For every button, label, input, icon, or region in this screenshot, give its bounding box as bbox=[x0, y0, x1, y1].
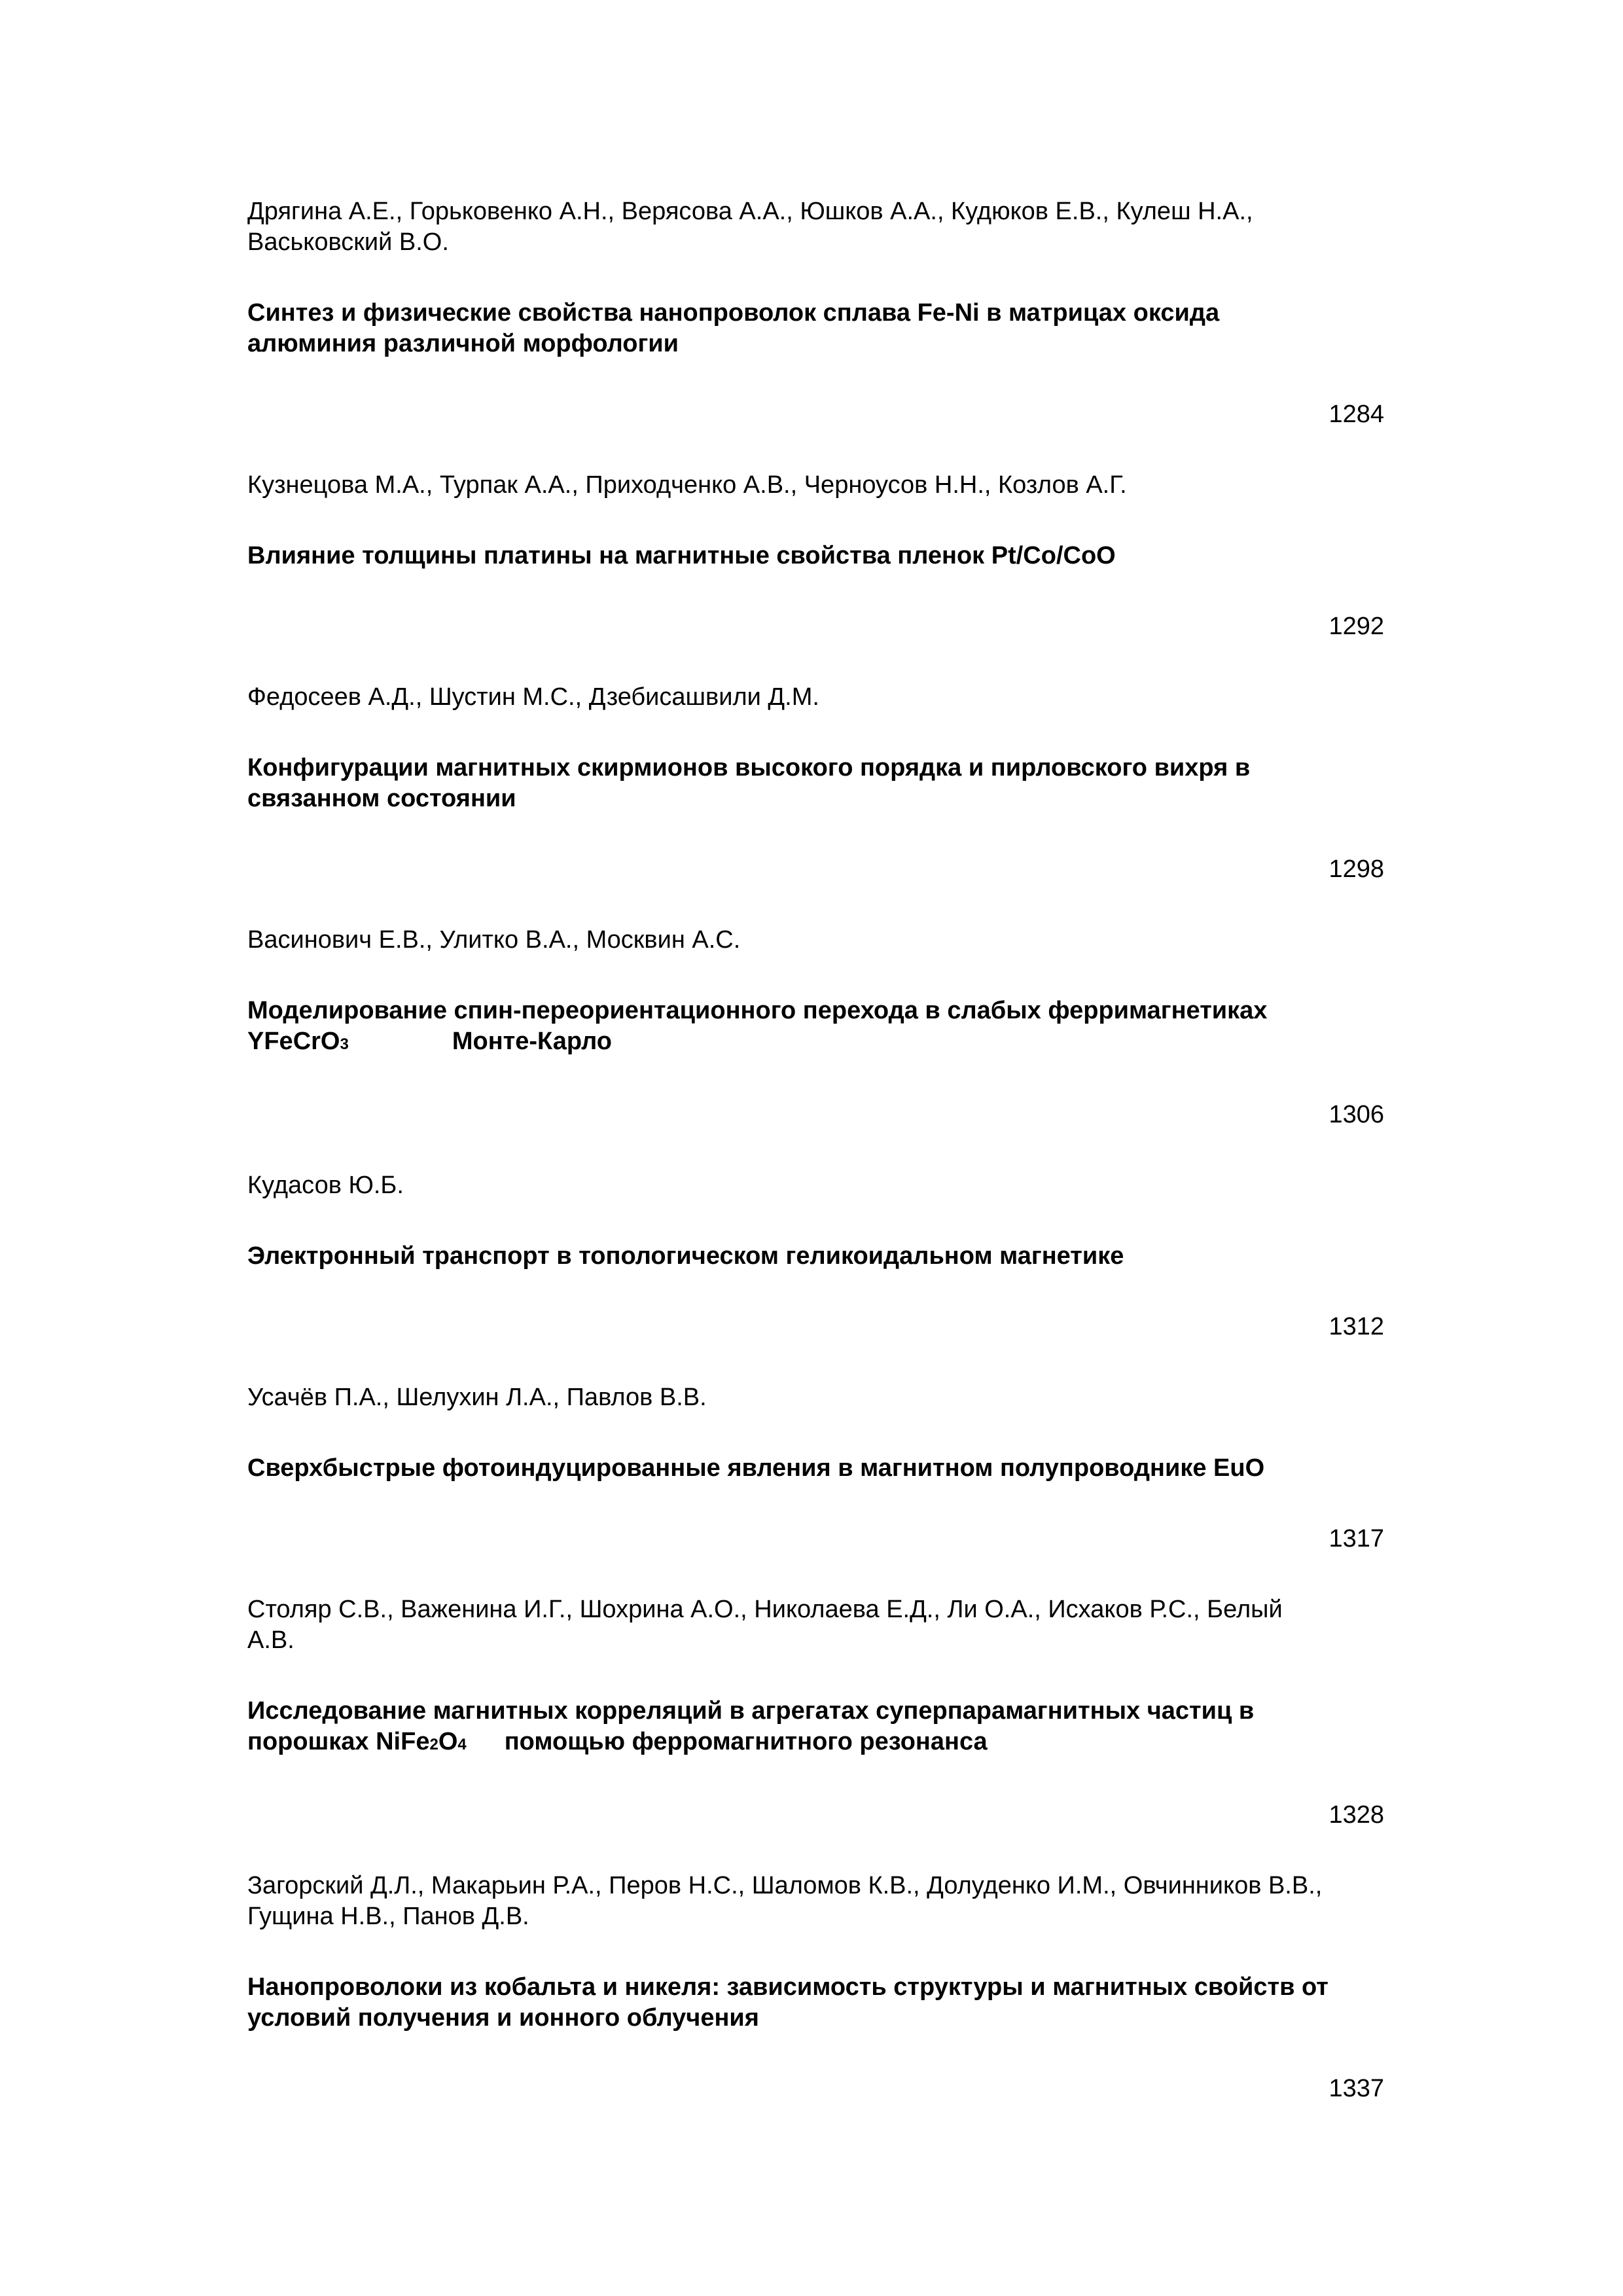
title-text: условий получения и ионного облучения bbox=[247, 2004, 759, 2032]
entry-authors bbox=[247, 1170, 1384, 1201]
subscript: 4 bbox=[457, 1736, 467, 1753]
entry-title bbox=[247, 1696, 1384, 1760]
authors-line: Усачёв П.А., Шелухин Л.А., Павлов В.В. bbox=[247, 1384, 707, 1411]
entry-title bbox=[247, 753, 1384, 814]
title-text: Синтез и физические свойства нанопроволок сплава Fe-Ni в матрицах оксида bbox=[247, 299, 1220, 327]
title-line bbox=[247, 996, 1384, 1026]
entry-title bbox=[247, 541, 1384, 571]
authors-line: Кудасов Ю.Б. bbox=[247, 1172, 404, 1199]
entry-title bbox=[247, 1972, 1384, 2034]
title-text: Электронный транспорт в топологическом геликоидальном магнетике bbox=[247, 1242, 1124, 1270]
authors-line: Васинович Е.В., Улитко В.А., Москвин А.С. bbox=[247, 926, 741, 954]
title-line bbox=[247, 1026, 1384, 1060]
toc-entry bbox=[247, 1170, 1384, 1342]
entry-title bbox=[247, 996, 1384, 1060]
authors-line: Гущина Н.В., Панов Д.В. bbox=[247, 1903, 529, 1930]
title-line bbox=[247, 753, 1384, 783]
toc-entry bbox=[247, 1871, 1384, 2104]
title-text: порошках NiFe bbox=[247, 1728, 430, 1755]
title-line bbox=[247, 783, 1384, 814]
title-line bbox=[247, 1727, 1384, 1760]
subscript: 3 bbox=[340, 1035, 349, 1053]
page-number: 1312 bbox=[1329, 1313, 1384, 1340]
page-number: 1337 bbox=[1329, 2075, 1384, 2102]
authors-line: Кузнецова М.А., Турпак А.А., Приходченко А.В., Черноусов Н.Н., Козлов А.Г. bbox=[247, 471, 1127, 499]
title-text: помощью ферромагнитного резонанса bbox=[504, 1728, 988, 1755]
page-number: 1317 bbox=[1329, 1525, 1384, 1552]
title-line bbox=[247, 1453, 1384, 1484]
entry-authors bbox=[247, 1594, 1384, 1656]
title-text: Монте-Карло bbox=[452, 1028, 612, 1055]
authors-line: Васьковский В.О. bbox=[247, 228, 449, 256]
title-text: Влияние толщины платины на магнитные свойства пленок Pt/Co/CoO bbox=[247, 542, 1116, 569]
authors-line: Федосеев А.Д., Шустин М.С., Дзебисашвили Д.М. bbox=[247, 683, 819, 711]
title-text: алюминия различной морфологии bbox=[247, 330, 679, 357]
authors-line: Загорский Д.Л., Макарьин Р.А., Перов Н.С., Шаломов К.В., Долуденко И.М., Овчинников В.В., bbox=[247, 1872, 1323, 1899]
title-line bbox=[247, 1972, 1384, 2003]
title-text: O bbox=[438, 1728, 458, 1755]
title-text: связанном состоянии bbox=[247, 785, 516, 812]
title-line bbox=[247, 1696, 1384, 1727]
title-line bbox=[247, 541, 1384, 571]
title-line bbox=[247, 298, 1384, 329]
authors-line: А.В. bbox=[247, 1626, 294, 1654]
entry-authors bbox=[247, 925, 1384, 956]
authors-line: Столяр С.В., Важенина И.Г., Шохрина А.О., Николаева Е.Д., Ли О.А., Исхаков Р.С., Белый bbox=[247, 1596, 1283, 1623]
entry-authors bbox=[247, 1871, 1384, 1932]
page-number: 1328 bbox=[1329, 1801, 1384, 1829]
subscript: 2 bbox=[429, 1736, 438, 1753]
title-line bbox=[247, 1241, 1384, 1272]
authors-line: Дрягина А.Е., Горьковенко А.Н., Верясова А.А., Юшков А.А., Кудюков Е.В., Кулеш Н.А., bbox=[247, 198, 1253, 225]
title-line bbox=[247, 2003, 1384, 2034]
entry-title bbox=[247, 1453, 1384, 1484]
entry-authors bbox=[247, 470, 1384, 501]
title-line bbox=[247, 329, 1384, 359]
title-text: Нанопроволоки из кобальта и никеля: зависимость структуры и магнитных свойств от bbox=[247, 1973, 1329, 2001]
title-text: Исследование магнитных корреляций в агрегатах суперпарамагнитных частиц в bbox=[247, 1697, 1255, 1725]
table-of-contents bbox=[247, 196, 1384, 2104]
toc-entry bbox=[247, 1382, 1384, 1554]
page-number: 1298 bbox=[1329, 855, 1384, 883]
entry-authors bbox=[247, 1382, 1384, 1413]
title-text: Моделирование спин-переориентационного перехода в слабых ферримагнетиках bbox=[247, 997, 1268, 1024]
title-text: Сверхбыстрые фотоиндуцированные явления в магнитном полупроводнике EuO bbox=[247, 1454, 1265, 1482]
toc-entry bbox=[247, 470, 1384, 642]
page-number: 1284 bbox=[1329, 401, 1384, 428]
page-number: 1306 bbox=[1329, 1101, 1384, 1128]
toc-entry bbox=[247, 1594, 1384, 1831]
entry-authors bbox=[247, 682, 1384, 713]
page-number: 1292 bbox=[1329, 613, 1384, 640]
entry-authors bbox=[247, 196, 1384, 258]
entry-title bbox=[247, 1241, 1384, 1272]
title-text: YFeCrO bbox=[247, 1028, 340, 1055]
toc-entry bbox=[247, 682, 1384, 885]
entry-title bbox=[247, 298, 1384, 359]
title-text: Конфигурации магнитных скирмионов высокого порядка и пирловского вихря в bbox=[247, 754, 1251, 781]
toc-entry bbox=[247, 925, 1384, 1130]
toc-entry bbox=[247, 196, 1384, 430]
